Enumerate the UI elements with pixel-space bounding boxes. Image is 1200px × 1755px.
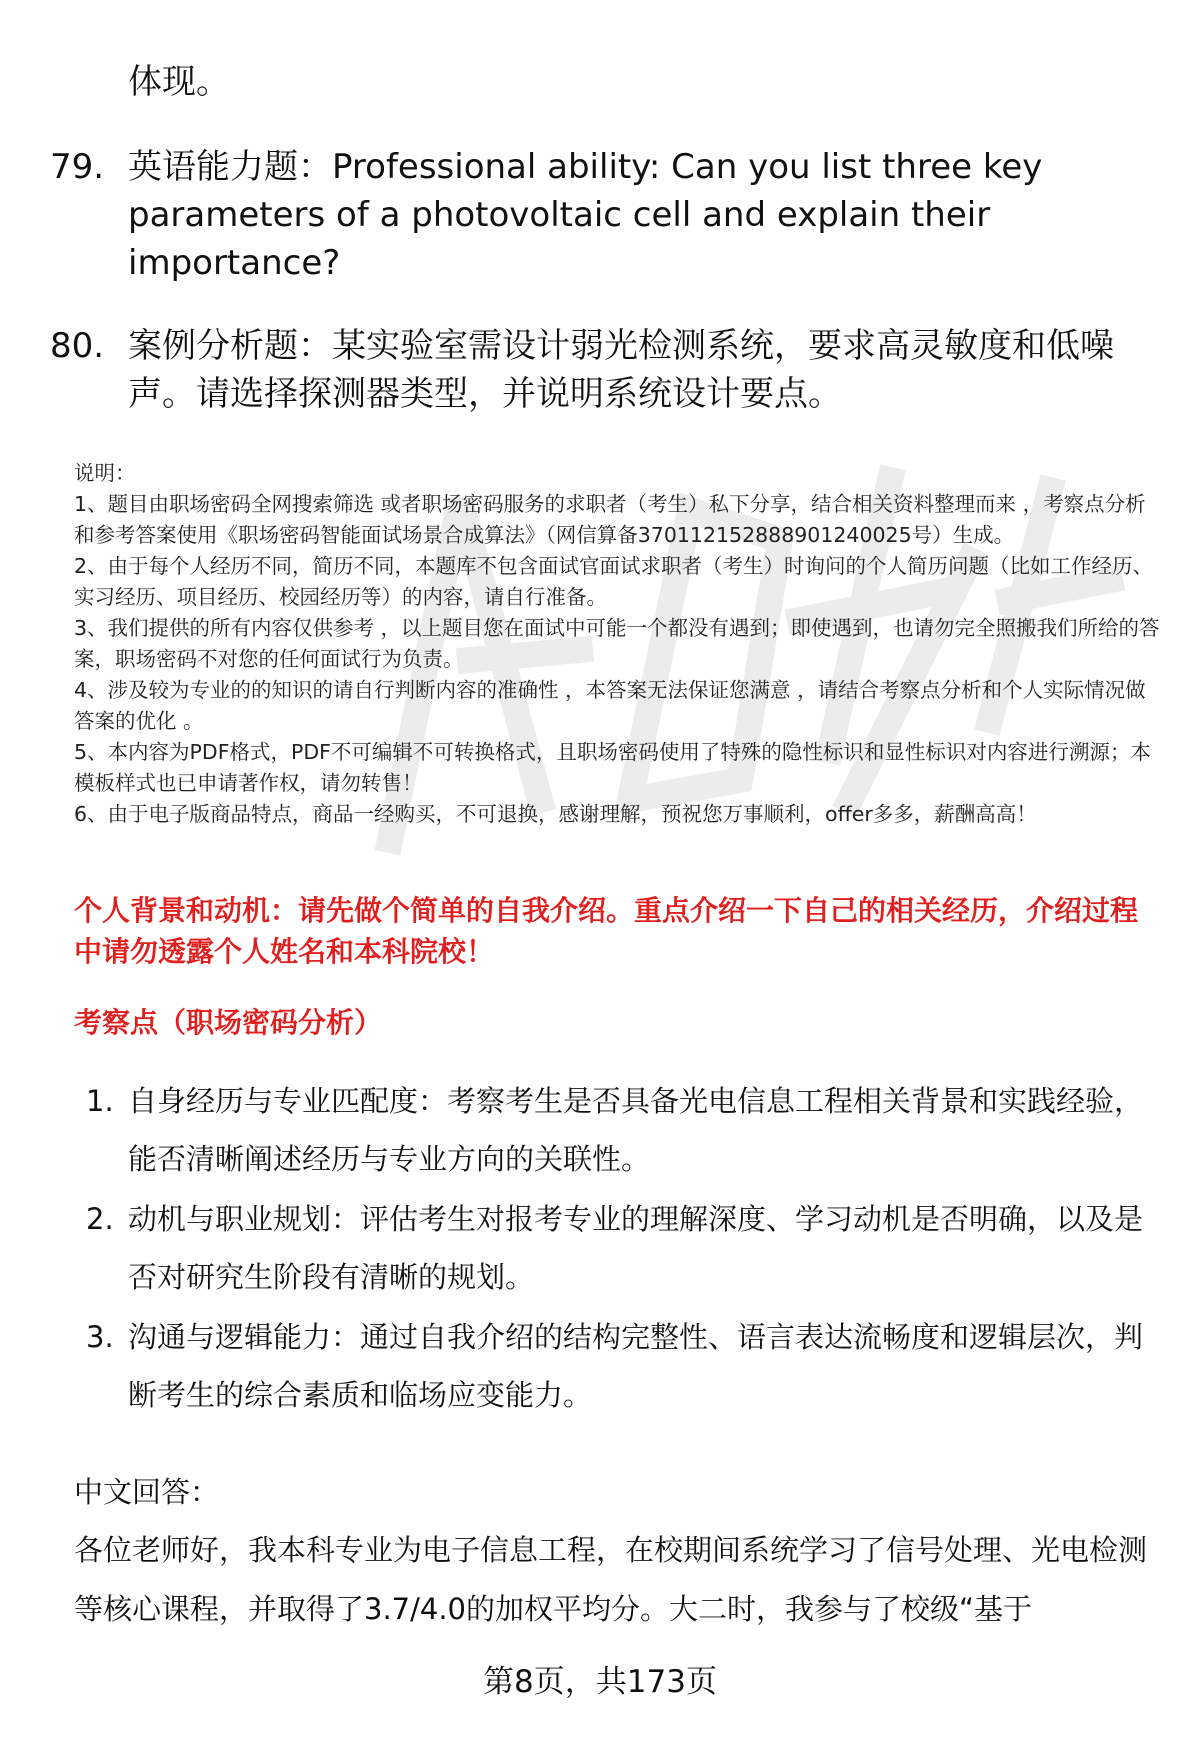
point-number: 2. bbox=[86, 1202, 114, 1236]
answer-text: 各位老师好，我本科专业为电子信息工程，在校期间系统学习了信号处理、光电检测等核心课程，并取得了3.7/4.0的加权平均分。大二时，我参与了校级“基于 bbox=[74, 1533, 1148, 1626]
page-footer: 第8页，共173页 bbox=[483, 1664, 717, 1700]
note-item: 2、由于每个人经历不同，简历不同，本题库不包含面试官面试求职者（考生）时询问的个人简历问题（比如工作经历、实习经历、项目经历、校园经历等）的内容，请自行准备。 bbox=[74, 554, 1154, 609]
point-number: 1. bbox=[86, 1084, 114, 1118]
background-question: 个人背景和动机：请先做个简单的自我介绍。重点介绍一下自己的相关经历，介绍过程中请勿透露个人姓名和本科院校！ bbox=[74, 894, 1139, 968]
assessment-heading: 考察点（职场密码分析） bbox=[74, 1006, 383, 1039]
question-text: 案例分析题：某实验室需设计弱光检测系统，要求高灵敏度和低噪声。请选择探测器类型，并说明系统设计要点。 bbox=[128, 326, 1114, 414]
note-item: 3、我们提供的所有内容仅供参考 ，以上题目您在面试中可能一个都没有遇到；即使遇到，也请勿完全照搬我们所给的答案，职场密码不对您的任何面试行为负责。 bbox=[74, 616, 1160, 671]
question-number: 79. bbox=[50, 147, 105, 187]
point-text: 沟通与逻辑能力：通过自我介绍的结构完整性、语言表达流畅度和逻辑层次，判断考生的综合素质和临场应变能力。 bbox=[128, 1320, 1144, 1412]
disclaimer-notes bbox=[74, 458, 1164, 830]
point-text: 自身经历与专业匹配度：考察考生是否具备光电信息工程相关背景和实践经验，能否清晰阐述经历与专业方向的关联性。 bbox=[128, 1084, 1144, 1176]
assessment-list bbox=[78, 1072, 1158, 1426]
note-item: 6、由于电子版商品特点，商品一经购买，不可退换，感谢理解，预祝您万事顺利，offer多多，薪酬高高！ bbox=[74, 802, 1037, 826]
point-number: 3. bbox=[86, 1320, 114, 1354]
question-number: 80. bbox=[50, 326, 105, 366]
point-text: 动机与职业规划：评估考生对报考专业的理解深度、学习动机是否明确，以及是否对研究生阶段有清晰的规划。 bbox=[128, 1202, 1144, 1294]
continuation-text: 体现。 bbox=[128, 62, 230, 102]
question-80 bbox=[50, 322, 1150, 418]
notes-title: 说明： bbox=[74, 461, 136, 485]
list-item bbox=[78, 1072, 1158, 1188]
note-item: 5、本内容为PDF格式，PDF不可编辑不可转换格式，且职场密码使用了特殊的隐性标识和显性标识对内容进行溯源；本模板样式也已申请著作权，请勿转售！ bbox=[74, 740, 1151, 795]
question-text: 英语能力题：Professional ability: Can you list three key parameters of a photovoltaic cell and explain their importance? bbox=[128, 147, 1043, 283]
answer-label: 中文回答： bbox=[74, 1475, 220, 1509]
note-item: 4、涉及较为专业的的知识的请自行判断内容的准确性 ，本答案无法保证您满意 ，请结合考察点分析和个人实际情况做答案的优化 。 bbox=[74, 678, 1146, 733]
note-item: 1、题目由职场密码全网搜索筛选 或者职场密码服务的求职者（考生）私下分享，结合相关资料整理而来 ，考察点分析和参考答案使用《职场密码智能面试场景合成算法》（网信算备370112152888901240025号）生成。 bbox=[74, 492, 1146, 547]
list-item bbox=[78, 1308, 1158, 1424]
question-79 bbox=[50, 143, 1150, 287]
list-item bbox=[78, 1190, 1158, 1306]
